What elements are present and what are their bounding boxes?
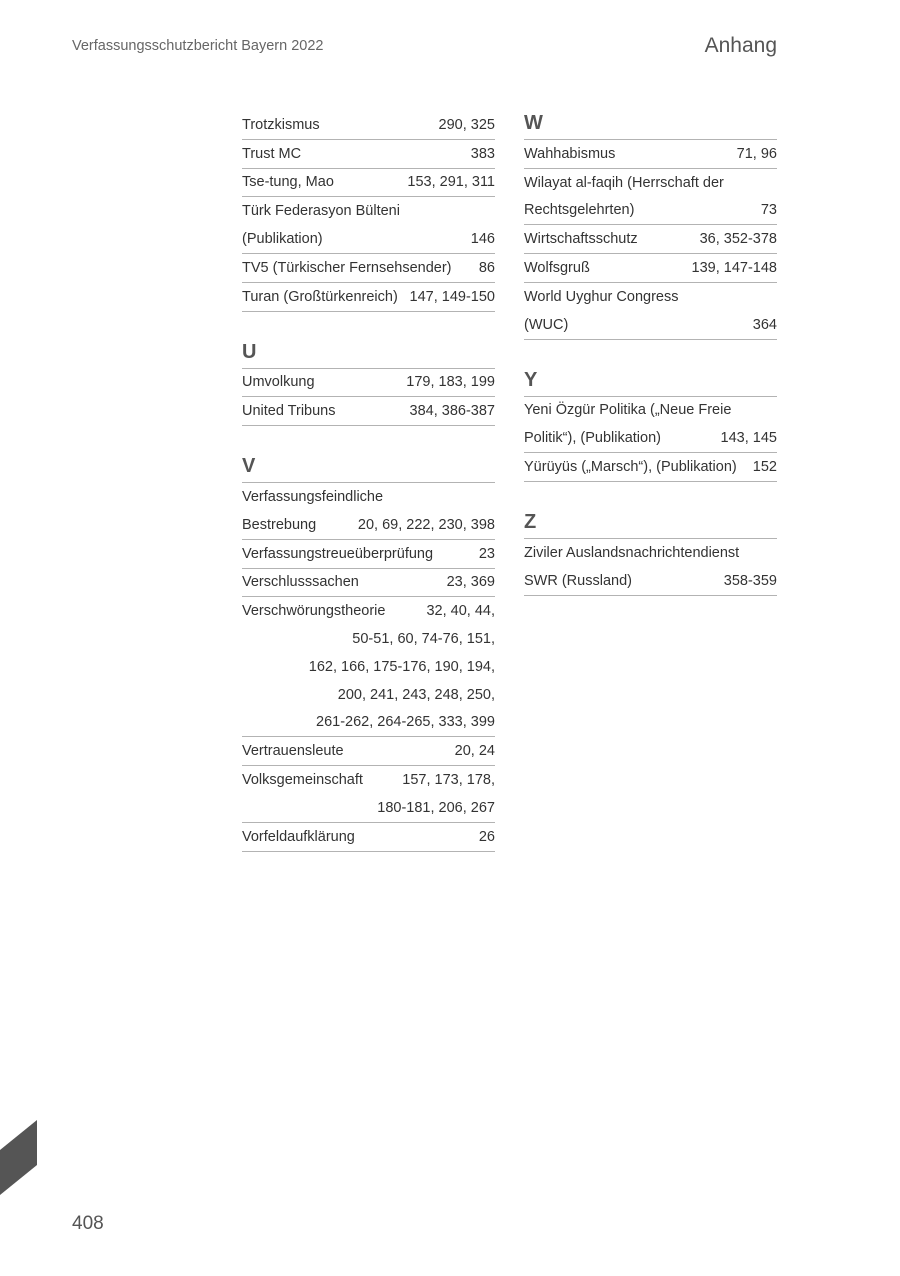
- index-page-numbers: 146: [470, 231, 495, 248]
- index-entry-line: [242, 111, 495, 139]
- index-entry-line: [242, 283, 495, 311]
- index-letter-heading: Y: [524, 368, 777, 397]
- index-term: Politik“), (Publikation): [524, 430, 661, 447]
- index-entry-line: [242, 254, 495, 282]
- index-term: Verschlusssachen: [242, 574, 359, 591]
- index-entry: [524, 140, 777, 169]
- index-term: World Uyghur Congress: [524, 288, 679, 305]
- index-page-numbers: 26: [478, 828, 495, 845]
- index-entry-line: [242, 597, 495, 625]
- index-entry-line: [524, 254, 777, 282]
- index-page-numbers: 152: [752, 459, 777, 476]
- page-number: 408: [72, 1213, 104, 1234]
- index-page-numbers: 162, 166, 175-176, 190, 194,: [308, 658, 495, 675]
- index-entry-line: [242, 569, 495, 597]
- index-group: [242, 111, 495, 312]
- index-page-numbers: 20, 24: [454, 743, 495, 760]
- index-term: United Tribuns: [242, 403, 336, 420]
- index-page-numbers: 20, 69, 222, 230, 398: [357, 516, 495, 533]
- index-page-numbers: 23: [478, 545, 495, 562]
- index-entry-line: [242, 511, 495, 539]
- index-entry: [242, 540, 495, 569]
- index-page-numbers: 364: [752, 316, 777, 333]
- index-entry-line: [524, 311, 777, 339]
- index-entry: [524, 254, 777, 283]
- index-page-numbers: 71, 96: [736, 145, 777, 162]
- index-group: [242, 454, 495, 851]
- index-letter-heading: V: [242, 454, 495, 483]
- index-entry-line: [242, 625, 495, 653]
- index-entry: [242, 483, 495, 540]
- index-entry-line: [242, 823, 495, 851]
- index-entry: [242, 140, 495, 169]
- index-entry: [524, 453, 777, 482]
- index-entry-line: [242, 483, 495, 511]
- index-page-numbers: 153, 291, 311: [407, 174, 495, 191]
- index-page-numbers: 147, 149-150: [409, 288, 495, 305]
- index-letter-heading: W: [524, 111, 777, 140]
- index-entry-line: [524, 283, 777, 311]
- index-entry-line: [524, 453, 777, 481]
- index-term: Yürüyüs („Marsch“), (Publikation): [524, 459, 737, 476]
- index-page-numbers: 143, 145: [720, 430, 777, 447]
- index-entry: [242, 254, 495, 283]
- index-page-numbers: 261-262, 264-265, 333, 399: [316, 714, 495, 731]
- index-term: Turan (Großtürkenreich): [242, 288, 398, 305]
- index-entry-line: [242, 709, 495, 737]
- index-term: Wolfsgruß: [524, 260, 590, 277]
- index-entry: [242, 369, 495, 398]
- index-entry: [242, 823, 495, 852]
- index-group: [524, 111, 777, 340]
- index-entry: [524, 539, 777, 596]
- index-entry-line: [524, 140, 777, 168]
- index-entry: [242, 397, 495, 426]
- index-page-numbers: 180-181, 206, 267: [377, 799, 495, 816]
- index-term: Umvolkung: [242, 374, 315, 391]
- index-group: [242, 340, 495, 427]
- index-entry: [524, 169, 777, 226]
- index-entry-line: [524, 197, 777, 225]
- index-term: Wahhabismus: [524, 145, 616, 162]
- index-term: Verschwörungstheorie: [242, 603, 386, 620]
- index-term: (Publikation): [242, 231, 323, 248]
- index-page-numbers: 179, 183, 199: [406, 374, 495, 391]
- index-term: Yeni Özgür Politika („Neue Freie: [524, 402, 732, 419]
- index-entry-line: [524, 567, 777, 595]
- index-entry-line: [242, 225, 495, 253]
- section-title: Anhang: [704, 34, 777, 57]
- index-term: Tse-tung, Mao: [242, 174, 334, 191]
- index-term: Volksgemeinschaft: [242, 772, 363, 789]
- index-term: (WUC): [524, 316, 569, 333]
- index-entry-line: [242, 794, 495, 822]
- index-page-numbers: 200, 241, 243, 248, 250,: [337, 686, 495, 703]
- index-page-numbers: 157, 173, 178,: [402, 772, 495, 789]
- index-page-numbers: 86: [478, 259, 495, 276]
- index-page-numbers: 23, 369: [446, 574, 495, 591]
- index-group: [524, 510, 777, 596]
- index-entry-line: [242, 653, 495, 681]
- index-entry: [242, 169, 495, 198]
- index-term: Trotzkismus: [242, 116, 320, 133]
- index-term: SWR (Russland): [524, 572, 632, 589]
- index-term: TV5 (Türkischer Fernsehsender): [242, 259, 452, 276]
- index-page-numbers: 50-51, 60, 74-76, 151,: [352, 631, 495, 648]
- index-group: [524, 368, 777, 482]
- index-page-numbers: 384, 386-387: [409, 403, 495, 420]
- index-entry: [242, 597, 495, 737]
- index-entry-line: [524, 169, 777, 197]
- index-column-right: [524, 111, 777, 624]
- index-entry: [242, 569, 495, 598]
- index-term: Verfassungsfeindliche: [242, 489, 384, 506]
- index-entry: [242, 197, 495, 254]
- index-page-numbers: 73: [760, 202, 777, 219]
- index-term: Wilayat al-faqih (Herrschaft der: [524, 174, 724, 191]
- index-page-numbers: 36, 352-378: [699, 231, 777, 248]
- index-entry: [242, 737, 495, 766]
- index-entry: [524, 283, 777, 340]
- index-entry: [242, 283, 495, 312]
- index-page-numbers: 32, 40, 44,: [426, 603, 495, 620]
- corner-tab-decoration: [0, 1120, 37, 1195]
- index-entry-line: [242, 766, 495, 794]
- index-term: Verfassungstreueüberprüfung: [242, 545, 434, 562]
- index-term: Rechtsgelehrten): [524, 202, 635, 219]
- index-entry: [524, 225, 777, 254]
- index-entry: [242, 766, 495, 823]
- index-entry-line: [242, 737, 495, 765]
- index-column-left: [242, 111, 495, 880]
- index-term: Trust MC: [242, 145, 302, 162]
- index-entry-line: [242, 540, 495, 568]
- index-entry-line: [242, 681, 495, 709]
- index-entry: [242, 111, 495, 140]
- index-term: Türk Federasyon Bülteni: [242, 203, 400, 220]
- running-header-title: Verfassungsschutzbericht Bayern 2022: [72, 38, 324, 54]
- index-entry: [524, 397, 777, 454]
- index-entry-line: [242, 397, 495, 425]
- index-page-numbers: 358-359: [723, 572, 777, 589]
- index-entry-line: [242, 169, 495, 197]
- index-term: Wirtschaftsschutz: [524, 231, 638, 248]
- index-page-numbers: 383: [470, 145, 495, 162]
- index-term: Bestrebung: [242, 516, 317, 533]
- index-letter-heading: U: [242, 340, 495, 369]
- index-letter-heading: Z: [524, 510, 777, 539]
- index-term: Vorfeldaufklärung: [242, 828, 355, 845]
- index-page-numbers: 139, 147-148: [691, 260, 777, 277]
- index-entry-line: [524, 424, 777, 452]
- index-entry-line: [524, 225, 777, 253]
- index-entry-line: [524, 539, 777, 567]
- index-entry-line: [524, 397, 777, 425]
- index-term: Vertrauensleute: [242, 743, 344, 760]
- index-term: Ziviler Auslandsnachrichtendienst: [524, 544, 740, 561]
- index-entry-line: [242, 140, 495, 168]
- index-entry-line: [242, 197, 495, 225]
- index-entry-line: [242, 369, 495, 397]
- index-page-numbers: 290, 325: [438, 116, 495, 133]
